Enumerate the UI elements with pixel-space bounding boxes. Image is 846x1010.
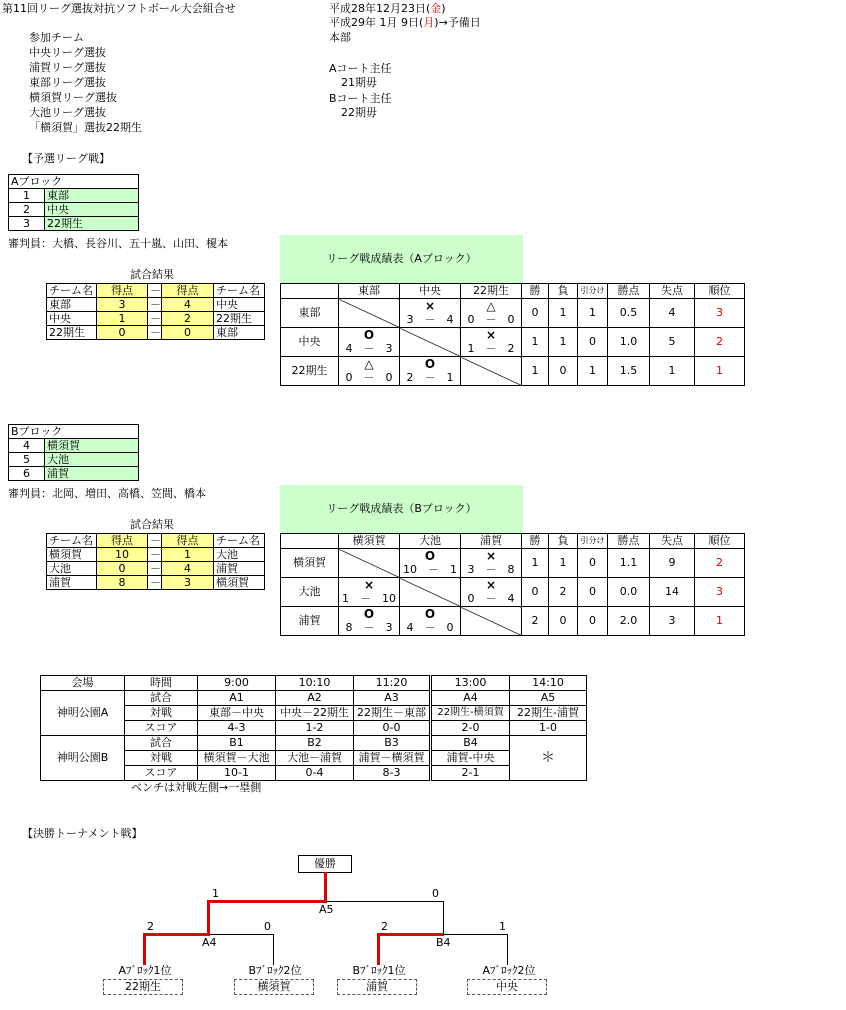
game-id: A5 [510,691,587,706]
dash: － [148,562,162,576]
self-cell [461,607,522,636]
block-a-referees: 審判員：大橋、長谷川、五十嵐、山田、榎本 [8,237,228,250]
runs-allowed: 4 [650,299,695,328]
runs-allowed: 9 [650,549,695,578]
losses: 1 [549,549,578,578]
col-header: 10:10 [276,676,354,691]
score-2: 2 [162,312,214,326]
date-2-day: 月 [423,16,435,29]
row-team: 22期生 [281,357,339,386]
col-header: 14:10 [510,676,587,691]
result-mark: △ [486,299,496,313]
match-cell [400,549,461,578]
corner-cell [281,534,339,549]
block-b-referees: 審判員：北岡、増田、高橋、笠間、橋本 [8,487,206,500]
corner-cell [281,284,339,299]
runs-allowed: 3 [650,607,695,636]
game-id: B2 [276,736,354,751]
result-mark: × [363,578,375,592]
col-header: 22期生 [461,284,522,299]
participant-item: 「横須賀」選抜22期生 [29,121,142,134]
draws: 0 [578,328,608,357]
col-header: 11:20 [354,676,431,691]
row-label: 対戦 [125,706,198,721]
seed-label: Bﾌﾞﾛｯｸ2位 [248,964,302,977]
seed-team-box: 22期生 [103,979,183,995]
row-label: 試合 [125,691,198,706]
col-header: 勝点 [608,284,650,299]
score-2: 0 [162,326,214,340]
seed-label: Aﾌﾞﾛｯｸ2位 [482,964,536,977]
semi-left-score-1: 2 [147,920,154,933]
game-id: A4 [431,691,510,706]
block-a-results-table [46,283,265,340]
date-1: 平成28年12月23日 [329,2,426,15]
team-no: 5 [9,453,45,467]
team-1: 浦賀 [47,576,97,590]
final-left-score: 1 [212,887,219,900]
result-mark: × [485,549,497,563]
team-2: 中央 [214,298,265,312]
bracket-line [443,934,508,935]
row-team: 中央 [281,328,339,357]
result-row [47,326,265,340]
matchup: 浦賀－横須賀 [354,751,431,766]
match-cell [339,607,400,636]
bench-note: ベンチは対戦左側→一塁側 [131,781,262,794]
team-name: 22期生 [45,217,139,231]
participant-item: 中央リーグ選抜 [29,46,106,59]
bracket-line [207,900,210,935]
col-header: 勝 [522,534,549,549]
b-court-label: Bコート主任 [329,92,392,105]
dash: － [148,326,162,340]
result-mark: O [424,549,436,563]
document-title: 第11回リーグ選抜対抗ソフトボール大会組合せ [2,2,236,15]
result-mark: O [424,607,436,621]
draws: 1 [578,357,608,386]
match-cell [339,578,400,607]
team-name: 中央 [45,203,139,217]
col-header: 大池 [400,534,461,549]
col-header: 13:00 [431,676,510,691]
team-name: 浦賀 [45,467,139,481]
b-court-value: 22期毋 [341,106,377,119]
date-2-suffix: →予備日 [438,16,481,29]
team-no: 3 [9,217,45,231]
runs-allowed: 5 [650,328,695,357]
points: 1.1 [608,549,650,578]
a-court-label: Aコート主任 [329,62,392,75]
col-header: 横須賀 [339,534,400,549]
wins: 0 [522,299,549,328]
bracket-line [326,901,444,902]
points: 1.0 [608,328,650,357]
self-cell [339,299,400,328]
col-header: 東部 [339,284,400,299]
block-a-name: Aブロック [9,175,139,189]
block-b-league-title: リーグ戦成績表（Bブロック） [280,485,523,533]
final-right-score: 0 [432,887,439,900]
result-mark: × [485,328,497,342]
dash: － [148,548,162,562]
col-header: 9:00 [198,676,276,691]
wins: 1 [522,549,549,578]
col-header: 負 [549,284,578,299]
match-score: 3 － 8 [467,563,515,576]
venue-b: 神明公園B [41,736,125,781]
semi-right-score-2: 1 [499,920,506,933]
result-mark: O [424,357,436,371]
game-id: A3 [354,691,431,706]
prelim-heading: 【予選リーグ戦】 [22,152,110,165]
col-header: 順位 [695,284,745,299]
col-header: 失点 [650,534,695,549]
empty-slot: ＊ [510,736,587,781]
matchup: 22期生－東部 [354,706,431,721]
semi-left-score-2: 0 [264,920,271,933]
schedule-table [40,675,587,781]
game-id: B4 [431,736,510,751]
participant-item: 横須賀リーグ選抜 [29,91,117,104]
score: 10-1 [198,766,276,781]
match-score: 2 － 1 [406,371,454,384]
seed-label: Aﾌﾞﾛｯｸ1位 [118,964,172,977]
match-cell [339,328,400,357]
row-label: 対戦 [125,751,198,766]
match-cell [461,549,522,578]
game-id: A1 [198,691,276,706]
matchup: 22期生-浦賀 [510,706,587,721]
col-header: 得点 [97,534,148,548]
match-cell [461,578,522,607]
league-row [281,607,745,636]
rank: 1 [695,357,745,386]
bracket-line [209,934,274,935]
bracket-line [207,900,327,903]
row-team: 大池 [281,578,339,607]
team-no: 1 [9,189,45,203]
match-score: 10 － 1 [403,563,457,576]
team-no: 4 [9,439,45,453]
date-line-2: 平成29年 1月 9日(月)→予備日 [329,16,481,29]
participant-item: 東部リーグ選抜 [29,76,106,89]
date-2: 平成29年 1月 9日 [329,16,419,29]
result-mark: △ [364,357,374,371]
col-header: 引分け [578,534,608,549]
col-header: 得点 [162,534,214,548]
row-team: 東部 [281,299,339,328]
team-name: 横須賀 [45,439,139,453]
score-1: 8 [97,576,148,590]
semi-right-game-id: B4 [436,936,451,949]
semi-right-score-1: 2 [381,920,388,933]
draws: 0 [578,578,608,607]
date-1-day: 金 [430,2,442,15]
col-header: 勝点 [608,534,650,549]
col-header: － [148,284,162,298]
score-2: 1 [162,548,214,562]
block-a-league-table [280,283,745,386]
team-2: 浦賀 [214,562,265,576]
result-row [47,576,265,590]
rank: 3 [695,578,745,607]
participant-item: 大池リーグ選抜 [29,106,106,119]
block-b-name: Bブロック [9,425,139,439]
match-score: 1 － 10 [342,592,396,605]
self-cell [400,578,461,607]
league-row [281,299,745,328]
result-row [47,298,265,312]
score-1: 1 [97,312,148,326]
losses: 1 [549,299,578,328]
match-cell [339,357,400,386]
matchup: 22期生-横須賀 [431,706,510,721]
col-header: チーム名 [214,284,265,298]
matchup: 中央－22期生 [276,706,354,721]
col-header: チーム名 [47,534,97,548]
result-mark: O [363,328,375,342]
result-row [47,562,265,576]
score: 2-0 [431,721,510,736]
points: 0.0 [608,578,650,607]
participant-item: 浦賀リーグ選抜 [29,61,106,74]
row-label: スコア [125,766,198,781]
col-header: 得点 [162,284,214,298]
participants-label: 参加チーム [29,31,84,44]
col-header: チーム名 [47,284,97,298]
matchup: 横須賀－大池 [198,751,276,766]
score-2: 4 [162,562,214,576]
score: 4-3 [198,721,276,736]
col-header: 順位 [695,534,745,549]
runs-allowed: 14 [650,578,695,607]
col-header: 引分け [578,284,608,299]
match-score: 4 － 3 [345,342,393,355]
col-header: 得点 [97,284,148,298]
team-2: 東部 [214,326,265,340]
losses: 1 [549,328,578,357]
score-2: 3 [162,576,214,590]
honbu-label: 本部 [329,31,351,44]
match-cell [461,328,522,357]
row-team: 浦賀 [281,607,339,636]
bracket-line [324,872,327,902]
score-1: 0 [97,562,148,576]
score-1: 10 [97,548,148,562]
col-header: 勝 [522,284,549,299]
losses: 2 [549,578,578,607]
team-1: 横須賀 [47,548,97,562]
row-label: 試合 [125,736,198,751]
match-score: 3 － 4 [406,313,454,326]
self-cell [400,328,461,357]
bracket-line [377,933,380,965]
rank: 3 [695,299,745,328]
dash: － [148,312,162,326]
wins: 2 [522,607,549,636]
team-name: 大池 [45,453,139,467]
game-id: A2 [276,691,354,706]
self-cell [461,357,522,386]
match-score: 4 － 0 [406,621,454,634]
points: 1.5 [608,357,650,386]
game-id: B1 [198,736,276,751]
match-score: 0 － 0 [467,313,515,326]
final-game-id: A5 [319,903,334,916]
col-header: 時間 [125,676,198,691]
score: 1-0 [510,721,587,736]
block-b-teams [8,424,139,481]
block-a-teams [8,174,139,231]
rank: 2 [695,549,745,578]
draws: 1 [578,299,608,328]
match-score: 8 － 3 [345,621,393,634]
matchup: 大池－浦賀 [276,751,354,766]
score-1: 3 [97,298,148,312]
semi-left-game-id: A4 [202,936,217,949]
seed-team-box: 浦賀 [337,979,417,995]
bracket-line [507,934,508,965]
score-2: 4 [162,298,214,312]
block-b-results-title: 試合結果 [130,518,174,531]
league-row [281,549,745,578]
team-no: 2 [9,203,45,217]
score: 0-4 [276,766,354,781]
rank: 2 [695,328,745,357]
seed-team-box: 中央 [467,979,547,995]
result-mark: × [424,299,436,313]
league-row [281,328,745,357]
a-court-value: 21期毋 [341,76,377,89]
match-cell [400,357,461,386]
seed-label: Bﾌﾞﾛｯｸ1位 [352,964,406,977]
result-row [47,548,265,562]
bracket-line [273,934,274,965]
result-mark: O [363,607,375,621]
matchup: 浦賀-中央 [431,751,510,766]
col-header: 負 [549,534,578,549]
dash: － [148,576,162,590]
date-line-1: 平成28年12月23日(金) [329,2,446,15]
losses: 0 [549,357,578,386]
venue-a: 神明公園A [41,691,125,736]
wins: 0 [522,578,549,607]
seed-team-box: 横須賀 [234,979,314,995]
match-cell [400,299,461,328]
league-row [281,578,745,607]
team-1: 22期生 [47,326,97,340]
team-no: 6 [9,467,45,481]
champion-box: 優勝 [298,855,352,873]
match-score: 0 － 4 [467,592,515,605]
score-1: 0 [97,326,148,340]
wins: 1 [522,328,549,357]
self-cell [339,549,400,578]
match-cell [400,607,461,636]
runs-allowed: 1 [650,357,695,386]
team-2: 横須賀 [214,576,265,590]
game-id: B3 [354,736,431,751]
match-score: 0 － 0 [345,371,393,384]
points: 0.5 [608,299,650,328]
wins: 1 [522,357,549,386]
draws: 0 [578,607,608,636]
league-row [281,357,745,386]
team-1: 東部 [47,298,97,312]
col-header: 失点 [650,284,695,299]
team-2: 大池 [214,548,265,562]
losses: 0 [549,607,578,636]
score: 2-1 [431,766,510,781]
col-header: 中央 [400,284,461,299]
bracket-line [443,901,444,935]
result-row [47,312,265,326]
col-header: チーム名 [214,534,265,548]
row-label: スコア [125,721,198,736]
score: 0-0 [354,721,431,736]
block-b-results-table [46,533,265,590]
rank: 1 [695,607,745,636]
col-header: － [148,534,162,548]
points: 2.0 [608,607,650,636]
team-name: 東部 [45,189,139,203]
row-team: 横須賀 [281,549,339,578]
bracket-line [143,933,146,965]
block-a-results-title: 試合結果 [130,268,174,281]
match-cell [461,299,522,328]
team-1: 中央 [47,312,97,326]
match-score: 1 － 2 [467,342,515,355]
col-header: 浦賀 [461,534,522,549]
score: 8-3 [354,766,431,781]
matchup: 東部－中央 [198,706,276,721]
team-2: 22期生 [214,312,265,326]
block-a-league-title: リーグ戦成績表（Aブロック） [280,235,523,283]
draws: 0 [578,549,608,578]
result-mark: × [485,578,497,592]
dash: － [148,298,162,312]
block-b-league-table [280,533,745,636]
score: 1-2 [276,721,354,736]
tournament-heading: 【決勝トーナメント戦】 [22,827,143,840]
team-1: 大池 [47,562,97,576]
col-header: 会場 [41,676,125,691]
